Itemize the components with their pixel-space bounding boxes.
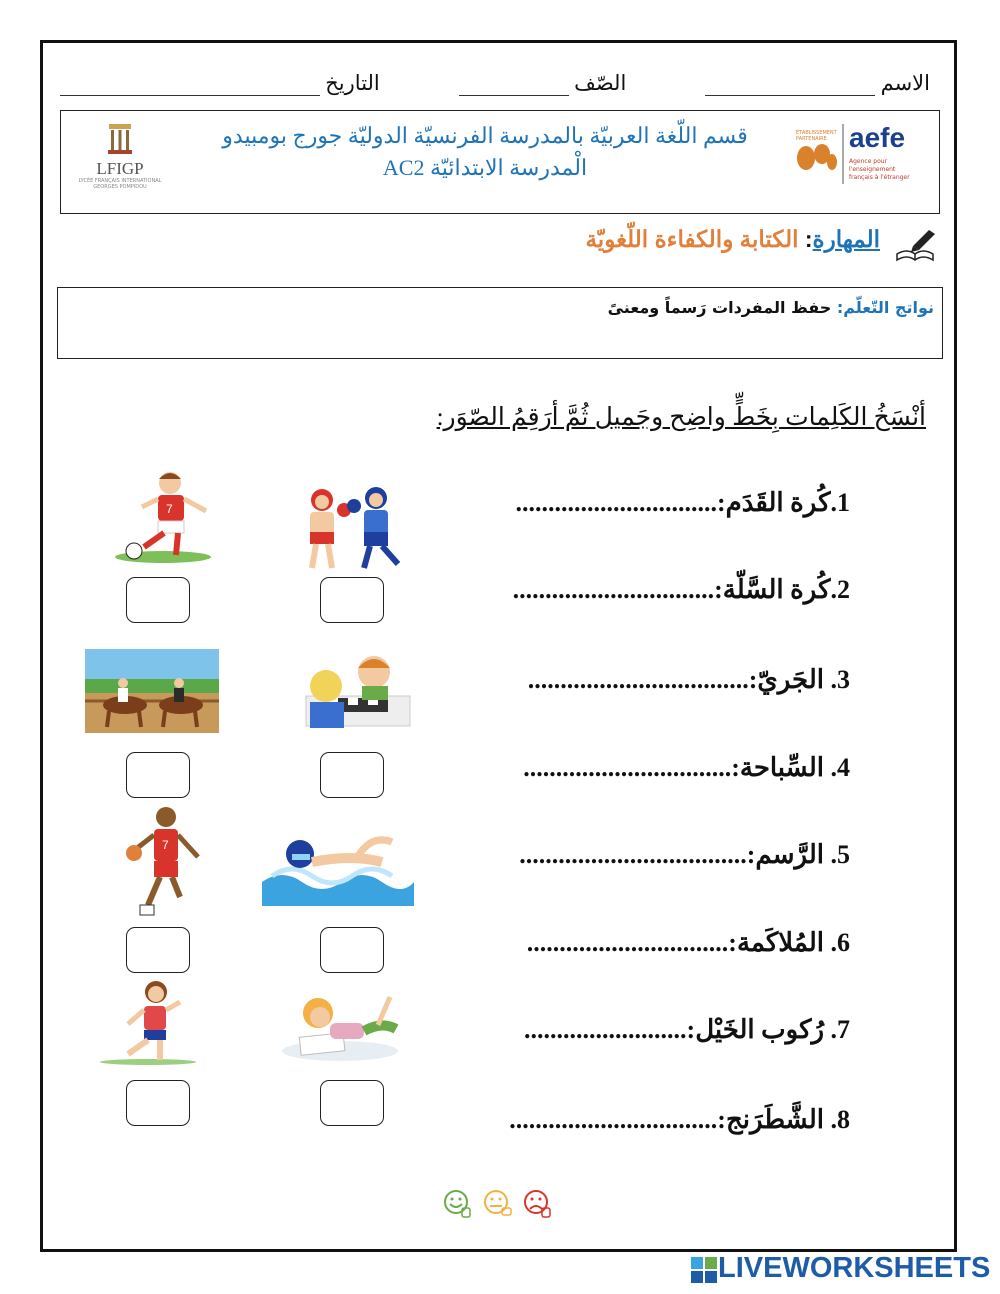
learning-outcomes-text: نواتج التّعلّم: حفظ المفردات رَسماً ومعنىً xyxy=(607,298,934,317)
chess-image xyxy=(298,642,416,742)
picture-number-box[interactable] xyxy=(126,927,190,973)
picture-number-box[interactable] xyxy=(320,1080,384,1126)
answer-line[interactable]: ................................ xyxy=(509,1105,718,1134)
page-frame xyxy=(40,40,957,1252)
picture-number-box[interactable] xyxy=(126,1080,190,1126)
neutral-face-icon xyxy=(485,1191,511,1215)
vocab-item-2: 2.كُرة السَّلّة:............................... xyxy=(512,575,850,604)
boxing-image xyxy=(294,480,416,575)
name-field[interactable]: الاسم xyxy=(705,71,930,96)
runner-girl-image xyxy=(98,978,198,1066)
sad-face-icon xyxy=(525,1191,550,1217)
skill-line: المهارة: الكتابة والكفاءة اللّغويّة xyxy=(585,226,880,252)
horse-riding-image xyxy=(85,649,219,733)
soccer-player-image xyxy=(108,465,218,565)
vocab-item-6: 6. المُلاكَمة:............................... xyxy=(526,928,850,957)
aefe-logo: ÉTABLISSEMENT PARTENAIRE aefe Agence pour l'enseignement français à l'étranger xyxy=(794,122,924,194)
vocab-item-4: 4. السِّباحة:................................ xyxy=(523,753,850,782)
lfigp-emblem-icon xyxy=(105,122,135,156)
liveworksheets-brand[interactable]: LIVEWORKSHEETS xyxy=(718,1252,991,1284)
vocab-item-5: 5. الرَّسم:................................... xyxy=(519,840,850,869)
date-field[interactable]: التاريخ xyxy=(60,71,380,96)
student-info-row xyxy=(60,60,930,96)
answer-line[interactable]: ......................... xyxy=(524,1015,687,1044)
answer-line[interactable]: ............................... xyxy=(515,488,717,517)
vocab-item-8: 8. الشَّطَرَنج:................................ xyxy=(509,1105,850,1134)
basketball-player-image xyxy=(122,805,212,923)
school-banner-title: قسم اللّغة العربيّة بالمدرسة الفرنسيّة الدوليّة جورج بومبيدو الْمدرسة الابتدائيّة AC2 xyxy=(222,123,748,180)
answer-line[interactable]: .................................. xyxy=(527,665,749,694)
answer-line[interactable]: ............................... xyxy=(512,575,715,604)
answer-line[interactable]: ............................... xyxy=(526,928,729,957)
vocab-item-1: 1.كُرة القَدَم:............................... xyxy=(515,488,850,517)
vocab-item-3: 3. الجَريّ:.................................. xyxy=(527,665,850,694)
vocab-item-7: 7. رُكوب الخَيْل:......................... xyxy=(524,1015,850,1044)
answer-line[interactable]: ................................... xyxy=(519,840,747,869)
drawing-girl-image xyxy=(278,985,406,1063)
book-pen-icon xyxy=(893,224,939,264)
swimmer-image xyxy=(262,832,414,906)
class-field[interactable]: الصّف xyxy=(459,71,626,96)
svg-text:7: 7 xyxy=(162,838,169,852)
feedback-faces xyxy=(442,1188,564,1224)
picture-number-box[interactable] xyxy=(126,577,190,623)
picture-number-box[interactable] xyxy=(320,577,384,623)
happy-face-icon xyxy=(445,1191,470,1217)
skill-value: الكتابة والكفاءة اللّغويّة xyxy=(585,226,799,252)
liveworksheets-logo-icon xyxy=(691,1257,717,1283)
picture-number-box[interactable] xyxy=(320,752,384,798)
picture-number-box[interactable] xyxy=(320,927,384,973)
answer-line[interactable]: ................................ xyxy=(523,753,732,782)
svg-text:7: 7 xyxy=(166,502,173,516)
skill-label: المهارة xyxy=(812,226,880,252)
instruction: أنْسَخُ الكَلِمات بِخَطٍّ واضِح وجَميل ثُمَّ أرَقِمُ الصّوَر: xyxy=(436,404,926,431)
picture-number-box[interactable] xyxy=(126,752,190,798)
lfigp-logo: LFIGP LYCÉE FRANÇAIS INTERNATIONAL GEORGES POMPIDOU xyxy=(75,122,165,202)
